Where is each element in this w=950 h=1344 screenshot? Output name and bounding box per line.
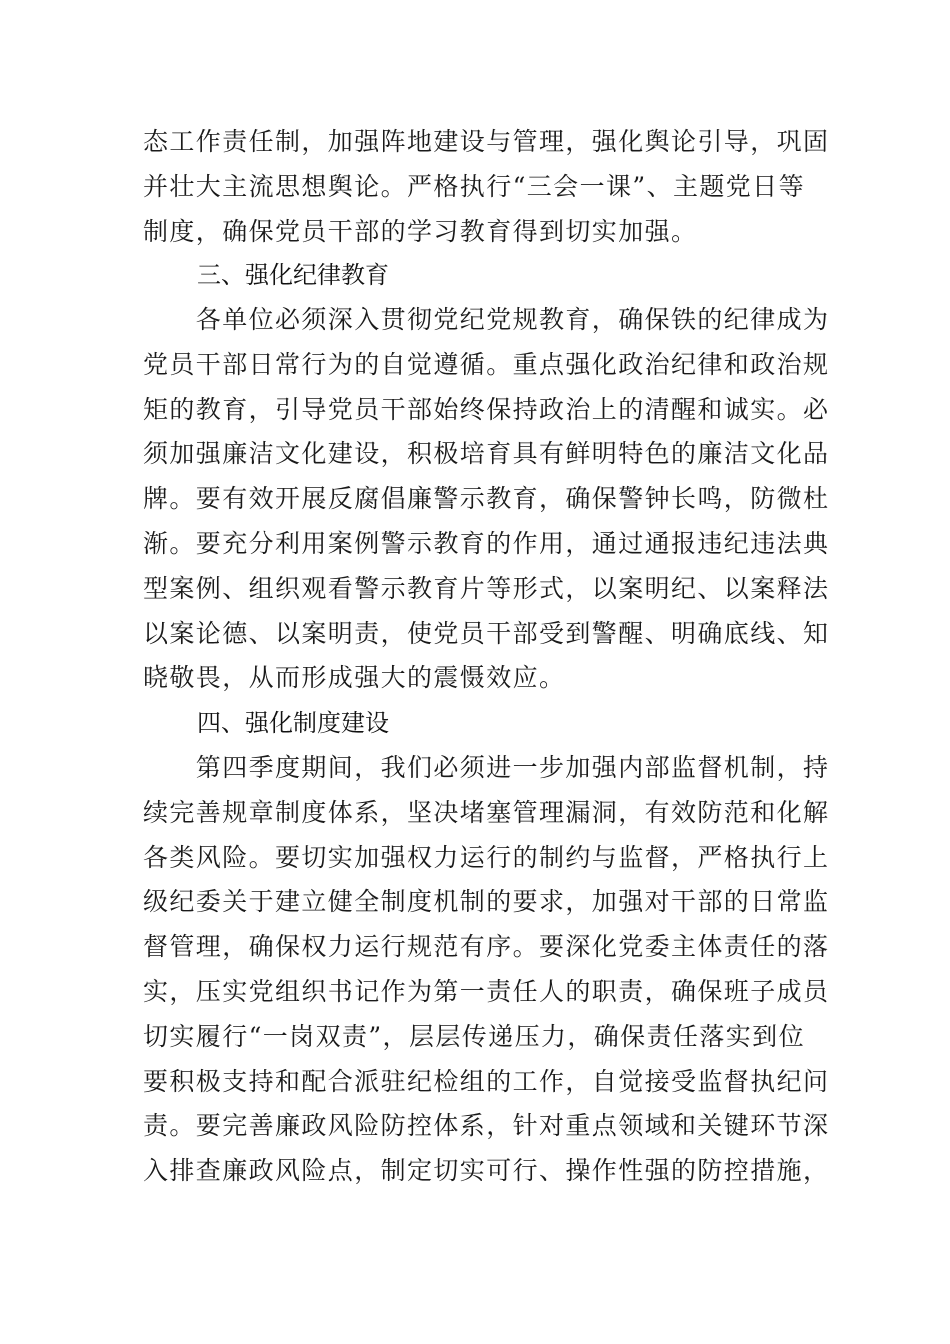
section-heading-3: 三、强化纪律教育: [197, 261, 389, 289]
intro-paragraph: [143, 120, 830, 254]
text-line: 态工作责任制，加强阵地建设与管理，强化舆论引导，巩固: [143, 127, 830, 156]
section-4-paragraph: [143, 746, 830, 1194]
section-3-paragraph: [143, 298, 830, 701]
text-line: 级纪委关于建立健全制度机制的要求，加强对干部的日常监: [143, 887, 830, 917]
text-line: 要积极支持和配合派驻纪检组的工作，自觉接受监督执纪问: [143, 1066, 830, 1096]
text-line: 并壮大主流思想舆论。严格执行“三会一课”、主题党日等: [143, 171, 805, 201]
text-line: 以案论德、以案明责，使党员干部受到警醒、明确底线、知: [143, 618, 830, 648]
text-line: 晓敬畏，从而形成强大的震慑效应。: [143, 663, 566, 693]
section-heading-4: 四、强化制度建设: [197, 709, 389, 737]
text-line: 实，压实党组织书记作为第一责任人的职责，确保班子成员: [143, 976, 830, 1006]
text-line: 切实履行“一岗双责”，层层传递压力，确保责任落实到位: [143, 1021, 805, 1051]
text-line: 矩的教育，引导党员干部始终保持政治上的清醒和诚实。必: [143, 394, 830, 424]
text-line: 渐。要充分利用案例警示教育的作用，通过通报违纪违法典: [143, 528, 830, 558]
text-line: 牌。要有效开展反腐倡廉警示教育，确保警钟长鸣，防微杜: [143, 484, 830, 514]
text-line: 制度，确保党员干部的学习教育得到切实加强。: [143, 216, 698, 246]
text-line: 型案例、组织观看警示教育片等形式，以案明纪、以案释法: [143, 573, 830, 603]
text-line: 第四季度期间，我们必须进一步加强内部监督机制，持: [143, 753, 830, 782]
text-line: 各单位必须深入贯彻党纪党规教育，确保铁的纪律成为: [143, 305, 830, 334]
text-line: 续完善规章制度体系，坚决堵塞管理漏洞，有效防范和化解: [143, 797, 830, 827]
text-line: 入排查廉政风险点，制定切实可行、操作性强的防控措施，: [143, 1156, 830, 1186]
text-line: 责。要完善廉政风险防控体系，针对重点领域和关键环节深: [143, 1111, 830, 1141]
text-line: 督管理，确保权力运行规范有序。要深化党委主体责任的落: [143, 932, 830, 962]
text-line: 须加强廉洁文化建设，积极培育具有鲜明特色的廉洁文化品: [143, 439, 830, 469]
text-line: 各类风险。要切实加强权力运行的制约与监督，严格执行上: [143, 842, 830, 872]
text-line: 党员干部日常行为的自觉遵循。重点强化政治纪律和政治规: [143, 349, 830, 379]
